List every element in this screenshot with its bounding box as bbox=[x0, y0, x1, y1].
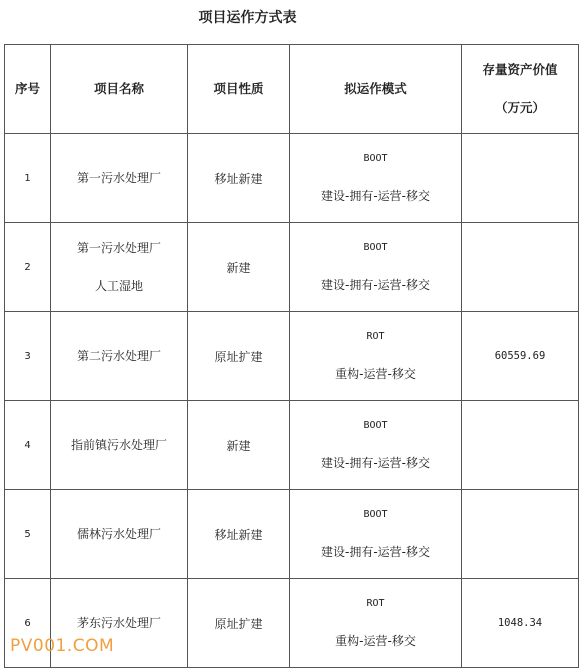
operation-mode-cell bbox=[290, 134, 462, 223]
operation-mode-code: BOOT bbox=[363, 153, 388, 164]
asset-value bbox=[462, 401, 579, 490]
table-row bbox=[5, 134, 579, 223]
operation-mode-description: 建设-拥有-运营-移交 bbox=[321, 456, 430, 470]
row-index: 5 bbox=[5, 490, 51, 579]
project-name-line: 第一污水处理厂 bbox=[76, 241, 161, 255]
project-nature: 移址新建 bbox=[188, 490, 290, 579]
project-nature: 新建 bbox=[188, 223, 290, 312]
project-nature: 移址新建 bbox=[188, 134, 290, 223]
asset-value: 1048.34 bbox=[462, 579, 579, 668]
project-name-line: 第一污水处理厂 bbox=[76, 171, 161, 185]
asset-value bbox=[462, 490, 579, 579]
operation-mode-cell bbox=[290, 223, 462, 312]
operation-mode-code: BOOT bbox=[363, 420, 388, 431]
project-name-cell bbox=[51, 312, 188, 401]
row-index: 6 bbox=[5, 579, 51, 668]
project-name-cell bbox=[51, 223, 188, 312]
project-name-line: 第二污水处理厂 bbox=[76, 349, 161, 363]
project-nature: 原址扩建 bbox=[188, 579, 290, 668]
operation-mode-cell bbox=[290, 312, 462, 401]
project-operation-table bbox=[4, 44, 579, 668]
asset-value bbox=[462, 134, 579, 223]
operation-mode-description: 重构-运营-移交 bbox=[335, 634, 416, 648]
operation-mode-description: 重构-运营-移交 bbox=[335, 367, 416, 381]
table-row bbox=[5, 401, 579, 490]
header-value bbox=[462, 45, 579, 134]
project-name-cell bbox=[51, 401, 188, 490]
operation-mode-code: BOOT bbox=[363, 509, 388, 520]
operation-mode-description: 建设-拥有-运营-移交 bbox=[321, 189, 430, 203]
table-row bbox=[5, 223, 579, 312]
row-index: 4 bbox=[5, 401, 51, 490]
row-index: 1 bbox=[5, 134, 51, 223]
header-value-line1: 存量资产价值 bbox=[482, 62, 558, 77]
operation-mode-code: ROT bbox=[366, 331, 385, 342]
project-name-line: 人工湿地 bbox=[94, 279, 143, 293]
watermark: PV001.COM bbox=[10, 636, 115, 656]
project-nature: 新建 bbox=[188, 401, 290, 490]
project-nature: 原址扩建 bbox=[188, 312, 290, 401]
header-name: 项目名称 bbox=[51, 45, 188, 134]
header-value-line2: （万元） bbox=[494, 100, 545, 115]
operation-mode-code: ROT bbox=[366, 598, 385, 609]
table-row bbox=[5, 312, 579, 401]
table-row bbox=[5, 490, 579, 579]
operation-mode-description: 建设-拥有-运营-移交 bbox=[321, 545, 430, 559]
project-name-line: 儒林污水处理厂 bbox=[76, 527, 161, 541]
project-name-cell bbox=[51, 490, 188, 579]
project-name-line: 茅东污水处理厂 bbox=[76, 616, 161, 630]
operation-mode-cell bbox=[290, 401, 462, 490]
operation-mode-code: BOOT bbox=[363, 242, 388, 253]
project-name-line: 指前镇污水处理厂 bbox=[70, 438, 167, 452]
header-mode: 拟运作模式 bbox=[290, 45, 462, 134]
asset-value bbox=[462, 223, 579, 312]
row-index: 2 bbox=[5, 223, 51, 312]
row-index: 3 bbox=[5, 312, 51, 401]
header-index: 序号 bbox=[5, 45, 51, 134]
header-row bbox=[5, 45, 579, 134]
operation-mode-description: 建设-拥有-运营-移交 bbox=[321, 278, 430, 292]
table-title: 项目运作方式表 bbox=[198, 10, 297, 26]
operation-mode-cell bbox=[290, 579, 462, 668]
project-name-cell bbox=[51, 134, 188, 223]
header-nature: 项目性质 bbox=[188, 45, 290, 134]
asset-value: 60559.69 bbox=[462, 312, 579, 401]
operation-mode-cell bbox=[290, 490, 462, 579]
